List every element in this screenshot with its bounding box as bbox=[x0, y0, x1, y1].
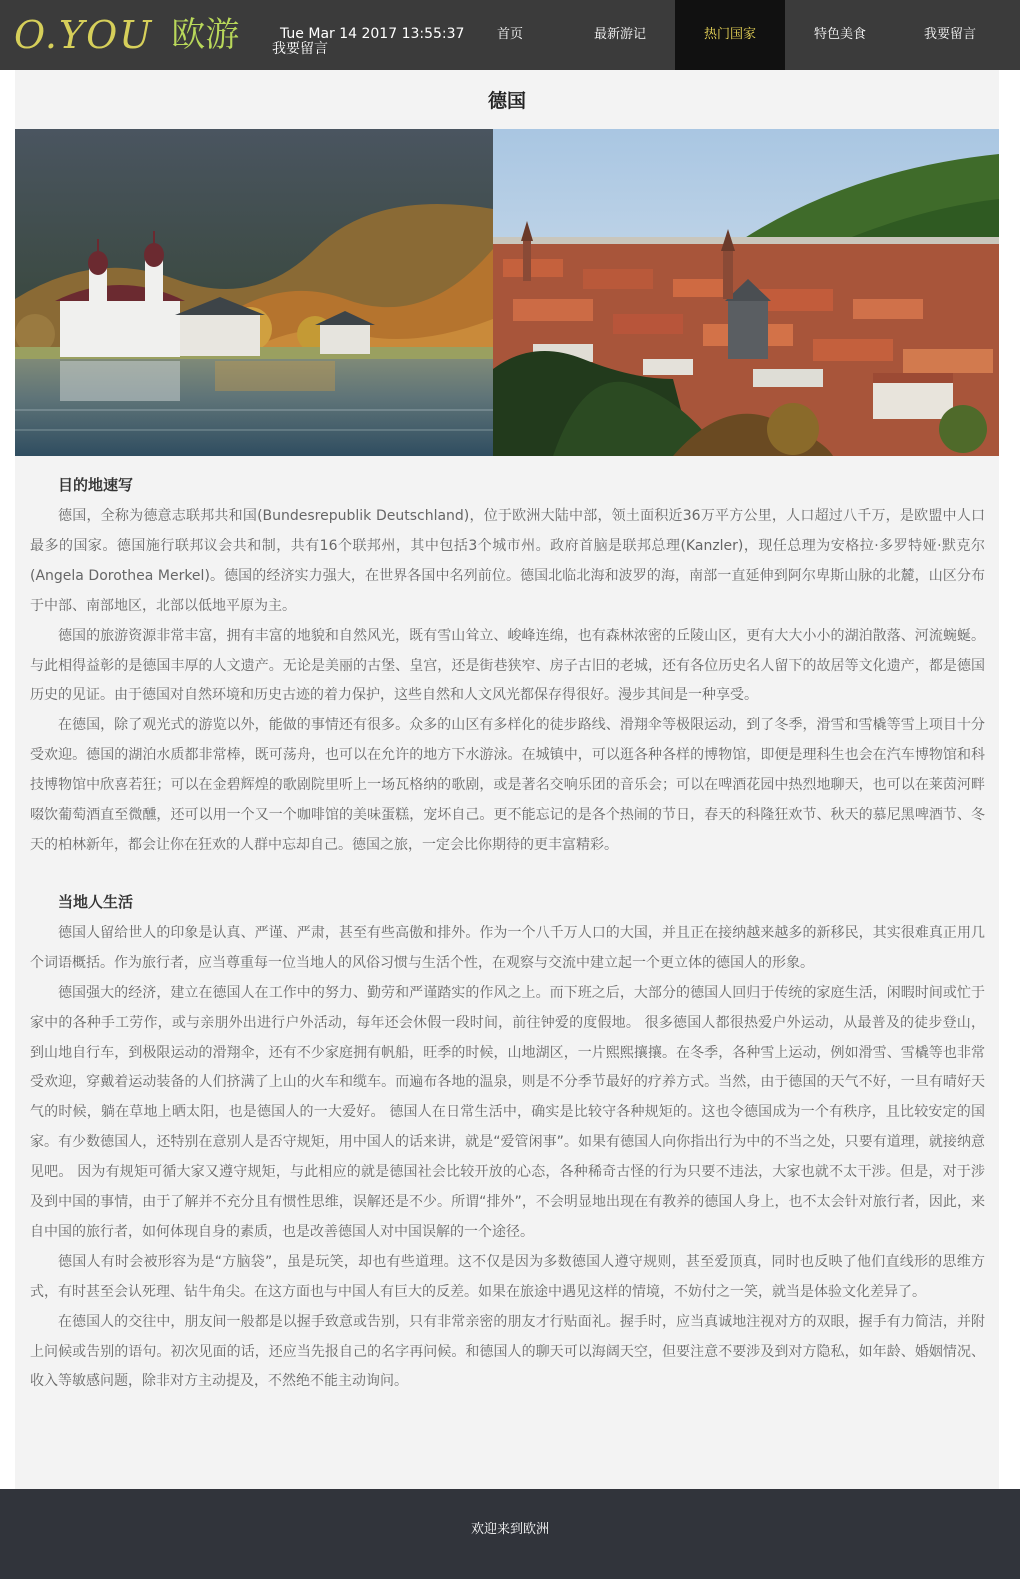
nav-item-special-food[interactable]: 特色美食 bbox=[813, 27, 866, 42]
content-panel bbox=[15, 70, 999, 1490]
lake-chapel-photo bbox=[15, 129, 493, 456]
current-datetime: Tue Mar 14 2017 13:55:37 bbox=[280, 26, 465, 42]
nav-item-latest-travelogues[interactable]: 最新游记 bbox=[593, 27, 646, 42]
section-spacer bbox=[30, 861, 985, 887]
nav-item-popular-countries[interactable]: 热门国家 bbox=[675, 0, 785, 70]
site-header bbox=[0, 0, 1020, 70]
footer-welcome-text: 欢迎来到欧洲 bbox=[470, 1522, 549, 1537]
paragraph: 德国的旅游资源非常丰富，拥有丰富的地貌和自然风光，既有雪山耸立、峻峰连绵，也有森林浓密的丘陵山区，更有大大小小的湖泊散落、河流蜿蜒。与此相得益彰的是德国丰厚的人文遗产。无论是美丽的古堡、皇宫，还是街巷狭窄、房子古旧的老城，还有各位历史名人留下的故居等文化遗产，都是德国历史的见证。由于德国对自然环境和历史古迹的着力保护，这些自然和人文风光都保存得很好。漫步其间是一种享受。 bbox=[30, 627, 985, 704]
section-title: 当地人生活 bbox=[58, 892, 134, 911]
lake-chapel-image bbox=[15, 129, 493, 456]
section-title: 目的地速写 bbox=[58, 476, 134, 494]
logo-chinese: 欧游 bbox=[171, 15, 240, 55]
nav-item-leave-message[interactable]: 我要留言 bbox=[923, 27, 976, 42]
site-logo[interactable] bbox=[14, 10, 239, 60]
site-footer bbox=[0, 1489, 1020, 1579]
section-destination-overview bbox=[30, 470, 985, 861]
old-town-photo bbox=[493, 129, 999, 456]
main-nav bbox=[455, 0, 1005, 70]
article-content bbox=[30, 470, 985, 1397]
paragraph: 德国强大的经济，建立在德国人在工作中的努力、勤劳和严谨踏实的作风之上。而下班之后，大部分的德国人回归于传统的家庭生活，闲暇时间或忙于家中的各种手工劳作，或与亲朋外出进行户外活动，每年还会休假一段时间，前往钟爱的度假地。 很多德国人都很热爱户外运动，从最普及的徒步登山，到山地自行车，到极限运动的滑翔伞，还有不少家庭拥有帆船，旺季的时候，山地湖区，一片熙熙攘攘。在冬季，各种雪上运动，例如滑雪、雪橇等也非常受欢迎，穿戴着运动装备的人们挤满了上山的火车和缆车。而遍布各地的温泉，则是不分季节最好的疗养方式。当然，由于德国的天气不好，一旦有晴好天气的时候，躺在草地上晒太阳，也是德国人的一大爱好。 德国人在日常生活中，确实是比较守各种规矩的。这也令德国成为一个有秩序，且比较安定的国家。有少数德国人，还特别在意别人是否守规矩，用中国人的话来讲，就是“爱管闲事”。如果有德国人向你指出行为中的不当之处，只要有道理，就接纳意见吧。 因为有规矩可循大家又遵守规矩，与此相应的就是德国社会比较开放的心态，各种稀奇古怪的行为只要不违法，大家也就不太干涉。但是，对于涉及到中国的事情，由于了解并不充分且有惯性思维，误解还是不少。所谓“排外”，不会明显地出现在有教养的德国人身上，也不太会针对旅行者，因此，来自中国的旅行者，如何体现自身的素质，也是改善德国人对中国误解的一个途径。 bbox=[30, 984, 985, 1240]
paragraph: 在德国人的交往中，朋友间一般都是以握手致意或告别，只有非常亲密的朋友才行贴面礼。握手时，应当真诚地注视对方的双眼，握手有力简洁，并附上问候或告别的语句。初次见面的话，还应当先报自己的名字再问候。和德国人的聊天可以海阔天空，但要注意不要涉及到对方隐私，如年龄、婚姻情况、收入等敏感问题，除非对方主动提及，不然绝不能主动询问。 bbox=[30, 1313, 985, 1390]
page-title: 德国 bbox=[487, 90, 526, 112]
photo-banner bbox=[15, 129, 999, 456]
paragraph: 德国人有时会被形容为是“方脑袋”，虽是玩笑，却也有些道理。这不仅是因为多数德国人遵守规则，甚至爱顶真，同时也反映了他们直线形的思维方式，有时甚至会认死理、钻牛角尖。在这方面也与中国人有巨大的反差。如果在旅途中遇见这样的情境，不妨付之一笑，就当是体验文化差异了。 bbox=[30, 1253, 985, 1300]
nav-item-home[interactable]: 首页 bbox=[496, 27, 523, 42]
section-local-life bbox=[30, 887, 985, 1398]
paragraph: 德国，全称为德意志联邦共和国(Bundesrepublik Deutschland)，位于欧洲大陆中部，领土面积近36万平方公里，人口超过八千万，是欧盟中人口最多的国家。德国施行联邦议会共和制，共有16个联邦州，其中包括3个城市州。政府首脑是联邦总理(Kanzler)，现任总理为安格拉·多罗特娅·默克尔(Angela Dorothea Merkel)。德国的经济实力强大，在世界各国中名列前位。德国北临北海和波罗的海，南部一直延伸到阿尔卑斯山脉的北麓，山区分布于中部、南部地区，北部以低地平原为主。 bbox=[30, 508, 985, 614]
old-town-image bbox=[493, 129, 999, 456]
paragraph: 德国人留给世人的印象是认真、严谨、严肃，甚至有些高傲和排外。作为一个八千万人口的大国，并且正在接纳越来越多的新移民，其实很难真正用几个词语概括。作为旅行者，应当尊重每一位当地人的风俗习惯与生活个性，在观察与交流中建立起一个更立体的德国人的形象。 bbox=[30, 924, 985, 971]
logo-latin: O.YOU bbox=[14, 13, 154, 57]
overlapping-message-link[interactable]: 我要留言 bbox=[272, 41, 328, 57]
paragraph: 在德国，除了观光式的游览以外，能做的事情还有很多。众多的山区有多样化的徒步路线、滑翔伞等极限运动，到了冬季，滑雪和雪橇等雪上项目十分受欢迎。德国的湖泊水质都非常棒，既可荡舟，也可以在允许的地方下水游泳。在城镇中，可以逛各种各样的博物馆，即便是理科生也会在汽车博物馆和科技博物馆中欣喜若狂；可以在金碧辉煌的歌剧院里听上一场瓦格纳的歌剧，或是著名交响乐团的音乐会；可以在啤酒花园中热烈地聊天，也可以在莱茵河畔啜饮葡萄酒直至微醺，还可以用一个又一个咖啡馆的美味蛋糕，宠坏自己。更不能忘记的是各个热闹的节日，春天的科隆狂欢节、秋天的慕尼黑啤酒节、冬天的柏林新年，都会让你在狂欢的人群中忘却自己。德国之旅，一定会比你期待的更丰富精彩。 bbox=[30, 717, 985, 853]
